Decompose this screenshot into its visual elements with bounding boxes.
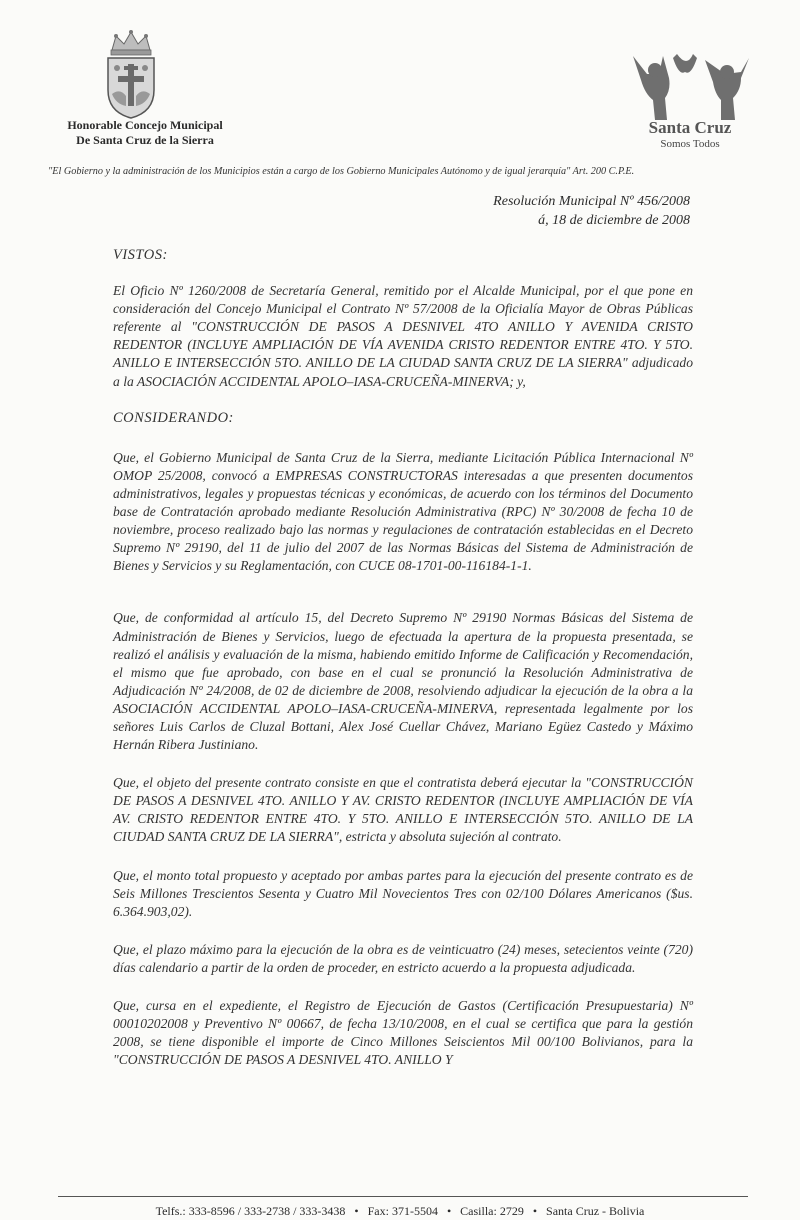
logo-subtitle: Somos Todos [660, 138, 720, 150]
footer-fax: Fax: 371-5504 [367, 1204, 438, 1218]
footer-separator: • [532, 1204, 538, 1218]
considerando-paragraph-3: Que, el objeto del presente contrato consiste en que el contratista deberá ejecutar la "CONSTRUCCIÓN DE PASOS A DESNIVEL 4TO. ANILLO Y AV. CRISTO REDENTOR (INCLUYE AMPLIACIÓN DE VÍA AV. CRISTO REDENTOR ENTRE 4TO. Y 5TO. ANILLO E INTERSECCIÓN 5TO. ANILLO DE LA CIUDAD SANTA CRUZ DE LA SIERRA", estricta y absoluta sujeción al contrato. [113, 775, 693, 845]
footer-contact [0, 1204, 800, 1219]
vistos-paragraph: El Oficio Nº 1260/2008 de Secretaría General, remitido por el Alcalde Municipal, por el que pone en consideración del Concejo Municipal el Contrato Nº 57/2008 de la Oficialía Mayor de Obras Públicas referente al "CONSTRUCCIÓN DE PASOS A DESNIVEL 4TO ANILLO Y AVENIDA CRISTO REDENTOR (INCLUYE AMPLIACIÓN DE VÍA AVENIDA CRISTO REDENTOR ENTRE 4TO. Y 5TO. ANILLO E INTERSECCIÓN 5TO. ANILLO DE LA CIUDAD SANTA CRUZ DE LA SIERRA" adjudicado a la ASOCIACIÓN ACCIDENTAL APOLO–IASA-CRUCEÑA-MINERVA; y, [113, 283, 693, 389]
santa-cruz-logo-icon [625, 50, 755, 150]
considerando-paragraph-1: Que, el Gobierno Municipal de Santa Cruz de la Sierra, mediante Licitación Pública Internacional Nº OMOP 25/2008, convocó a EMPRESAS CONSTRUCTORAS interesadas a que presenten documentos administrativos, legales y propuestas técnicas y económicas, de acuerdo con los términos del Documento base de Contratación aprobado mediante Resolución Administrativa (RPC) Nº 30/2008 de fecha 10 de noviembre, proceso realizado bajo las normas y regulaciones de contratación establecidas en el Decreto Supremo Nº 29190, del 11 de julio del 2007 de las Normas Básicas del Sistema de Administración de Bienes y Servicios y su Reglamentación, con CUCE 08-1701-00-116184-1-1. [113, 449, 693, 574]
considerando-paragraph-5: Que, el plazo máximo para la ejecución de la obra es de veinticuatro (24) meses, setecientos veinte (720) días calendario a partir de la orden de proceder, en estricto acuerdo a la propuesta adjudicada. [113, 941, 693, 975]
council-name [30, 118, 260, 148]
considerando-paragraph-6: Que, cursa en el expediente, el Registro de Ejecución de Gastos (Certificación Presupuestaria) Nº 00010202008 y Preventivo Nº 00667, de fecha 13/10/2008, en el cual se certifica que para la gestión 2008, se tiene disponible el importe de Cinco Millones Seiscientos Mil 00/100 Bolivianos, para la "CONSTRUCCIÓN DE PASOS A DESNIVEL 4TO. ANILLO Y [113, 998, 693, 1068]
resolution-date: á, 18 de diciembre de 2008 [538, 213, 690, 228]
constitution-quote: "El Gobierno y la administración de los Municipios están a cargo de los Gobierno Municipales Autónomo y de igual jerarquía" Art. 200 C.P.E. [48, 166, 635, 177]
resolution-block [493, 192, 690, 230]
logo-title: Santa Cruz [648, 118, 732, 137]
footer-separator: • [354, 1204, 359, 1218]
considerando-paragraph-4: Que, el monto total propuesto y aceptado por ambas partes para la ejecución del presente contrato es de Seis Millones Trescientos Sesenta y Cuatro Mil Novecientos Tres con 02/100 Dólares Americanos ($us. 6.364.903,02). [113, 867, 693, 919]
letterhead [0, 0, 800, 177]
footer-city: Santa Cruz - Bolivia [546, 1204, 645, 1218]
council-name-line2: De Santa Cruz de la Sierra [76, 133, 214, 147]
council-name-line1: Honorable Concejo Municipal [67, 118, 223, 132]
vistos-heading: VISTOS: [113, 247, 168, 263]
resolution-body [113, 246, 693, 1069]
considerando-paragraph-2: Que, de conformidad al artículo 15, del Decreto Supremo Nº 29190 Normas Básicas del Sistema de Administración de Bienes y Servicios, luego de efectuada la apertura de la propuesta presentada, se realizó el análisis y evaluación de la misma, habiendo emitido Informe de Calificación y Recomendación, el mismo que fue aprobado, con base en el cual se pronunció la Resolución Administrativa de Adjudicación Nº 24/2008, de 02 de diciembre de 2008, resolviendo adjudicar la ejecución de la obra a la ASOCIACIÓN ACCIDENTAL APOLO–IASA-CRUCEÑA-MINERVA, representada legalmente por los señores Luis Carlos de Cluzal Bottani, Alex José Cuellar Chávez, Mariano Egüez Castedo y Máximo Hernán Ribera Justiniano. [113, 610, 693, 753]
footer-separator: • [446, 1204, 452, 1218]
considerando-heading: CONSIDERANDO: [113, 409, 234, 426]
footer-casilla: Casilla: 2729 [460, 1204, 524, 1218]
footer-telephones: Telfs.: 333-8596 / 333-2738 / 333-3438 [155, 1204, 346, 1218]
footer-divider [58, 1196, 748, 1197]
municipal-coat-of-arms-icon [98, 28, 164, 120]
resolution-number: Resolución Municipal Nº 456/2008 [493, 194, 690, 209]
